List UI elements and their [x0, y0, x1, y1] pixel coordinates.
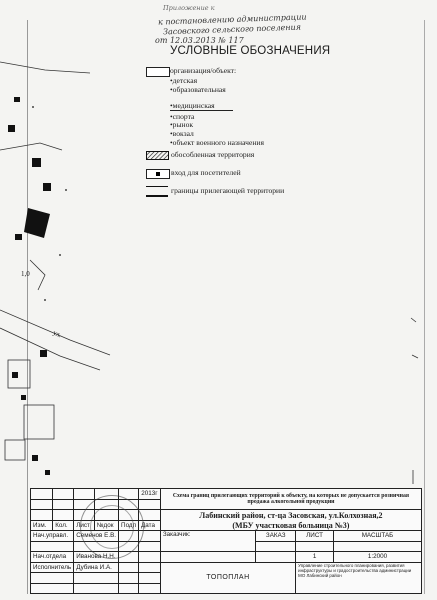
stamp-role-3: Исполнитель: [31, 562, 74, 573]
legend-org-item: •медицинская: [170, 102, 233, 112]
legend-org-item: •детская: [170, 76, 198, 85]
handwritten-line-3: Засовского сельского поселения: [162, 22, 302, 37]
legend-boundary-label: границы прилегающей территории: [171, 186, 285, 195]
stamp-scheme-title: Схема границ прилегающих территорий к объекту, на которых не допускается розничная продажа алкогольной продукции: [160, 489, 421, 510]
stamp-person-2: Иванова Н.Н.: [74, 552, 119, 563]
legend-org-swatch: [146, 67, 170, 77]
legend-org-item: •объект военного назначения: [170, 137, 264, 147]
stamp-address: Лабинский район, ст-ца Засовская, ул.Колхозная,2: [160, 510, 421, 521]
map-label-number: 1,0: [21, 270, 30, 278]
stamp-scale-value: 1:2000: [333, 552, 421, 563]
stamp-sheet-number: 1: [296, 552, 334, 563]
stamp-role-2: Нач.отдела: [31, 552, 74, 563]
legend-title: УСЛОВНЫЕ ОБОЗНАЧЕНИЯ: [170, 45, 331, 57]
legend-entrance-label: вход для посетителей: [171, 168, 241, 177]
handwritten-line-1: Приложение к: [163, 4, 215, 12]
legend-entrance-swatch: [146, 169, 170, 179]
legend-org-item: •вокзал: [170, 129, 194, 139]
stamp-role-1: Нач.управл.: [31, 531, 74, 542]
stamp-order-header: ЗАКАЗ: [256, 531, 296, 542]
legend-org-list: [170, 77, 264, 148]
legend-org-item: •образовательная: [170, 84, 226, 94]
stamp-col-data: Дата: [139, 520, 161, 531]
stamp-object: (МБУ участковая больница №3): [160, 520, 421, 531]
legend-boundary-swatch: [146, 186, 168, 197]
stamp-col-podp: Подп: [119, 520, 139, 531]
stamp-col-list: Лист: [74, 520, 95, 531]
stamp-person-3: Дубина И.А.: [74, 562, 119, 573]
stamp-year: 2013г: [139, 489, 161, 500]
stamp-col-ndok: №док: [94, 520, 118, 531]
stamp-col-kol: Кол.: [53, 520, 74, 531]
legend-isolated-swatch: [146, 151, 170, 161]
map-label-street: ул.: [51, 328, 63, 340]
title-block: [30, 488, 422, 594]
stamp-col-izm: Изм.: [31, 520, 53, 531]
stamp-person-1: Семенов Е.В.: [74, 531, 119, 542]
handwritten-line-4: от 12.03.2013 № 117: [155, 36, 244, 45]
handwritten-line-2: к постановлению администрации: [157, 12, 307, 27]
stamp-customer: Заказчик:: [160, 531, 255, 552]
legend-isolated-label: обособленная территория: [171, 150, 255, 159]
stamp-organization: Управление строительного планирования, развития инфраструктуры и градостроительства администрации МО Лабинский район: [296, 562, 422, 594]
legend-org-label: организация/объект:: [170, 66, 237, 75]
stamp-sheet-header: ЛИСТ: [296, 531, 334, 542]
stamp-topoplan: ТОПОПЛАН: [160, 562, 295, 594]
entrance-marker-icon: [156, 172, 160, 176]
legend-org-item: •рынок: [170, 120, 194, 130]
legend-org-item: •спорта: [170, 111, 195, 121]
stamp-scale-header: МАСШТАБ: [333, 531, 421, 542]
